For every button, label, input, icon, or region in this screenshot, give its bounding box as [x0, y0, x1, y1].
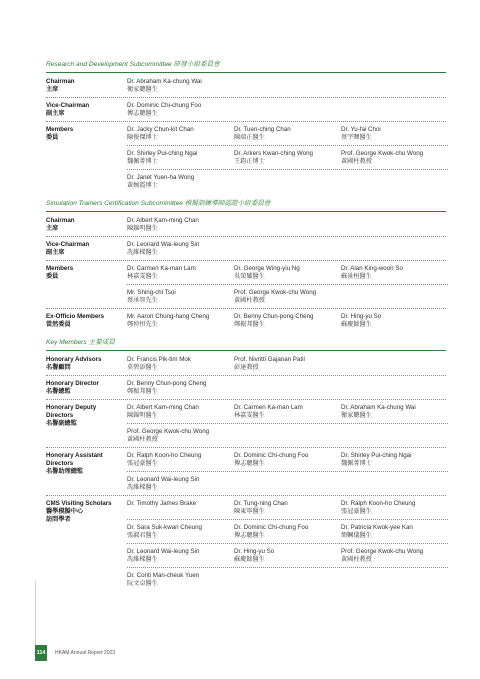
- role-label: Ex-Officio Members 當然委員: [46, 313, 105, 328]
- person: Dr. Tung-ning Chan 陳東寧醫生: [234, 500, 288, 515]
- person: Dr. Albert Kam-ming Chan 陳錦明醫生: [127, 404, 199, 419]
- margin-rule: [35, 581, 36, 645]
- person: Dr. Sara Suk-kwan Cheung 張淑君醫生: [127, 524, 202, 539]
- vice-chairman-row: [46, 102, 446, 118]
- person: Dr. Shirley Pui-ching Ngai 魏佩菁博士: [127, 150, 198, 165]
- section-divider: [46, 211, 446, 212]
- person: Dr. Leonard Wai-leung Sin 冼維樑醫生: [127, 548, 200, 563]
- dotted-divider: [127, 423, 448, 424]
- dotted-divider: [127, 145, 448, 146]
- person: Prof. George Kwok-chu Wong 黃國柱教授: [341, 150, 424, 165]
- page-footer: [35, 645, 115, 661]
- person: Dr. Francis Pik-tim Mok 莫碧添醫生: [127, 356, 191, 371]
- person: Prof. Nivritti Gajanan Patil 彭達教授: [234, 356, 305, 371]
- role-label: Honorary Advisors 名譽顧問: [46, 356, 102, 371]
- person: Dr. Yu-fai Choi 蔡宇暉醫生: [341, 126, 381, 141]
- dotted-divider: [127, 471, 448, 472]
- person: Dr. Leonard Wai-leung Sin 冼維樑醫生: [127, 476, 200, 491]
- person: Prof. George Kwok-chu Wong 黃國柱教授: [341, 548, 424, 563]
- dotted-divider: [46, 97, 446, 98]
- honorary-advisors-row: [46, 356, 446, 372]
- person: Dr. Janet Yuen-ha Wong 黃婉霞博士: [127, 174, 195, 189]
- person: Dr. Benny Chun-pong Cheng 鄭振邦醫生: [234, 313, 314, 328]
- dotted-divider: [127, 567, 448, 568]
- person: Dr. Shirley Pui-ching Ngai 魏佩菁博士: [341, 452, 412, 467]
- person: Dr. Carmen Ka-man Lam 林嘉雯醫生: [127, 265, 196, 280]
- chairman-row: [46, 78, 446, 94]
- person: Dr. Hing-yu So 蘇慶餘醫生: [341, 313, 382, 328]
- person: Dr. Dominic Chi-chung Foo 傅志聰醫生: [234, 452, 309, 467]
- report-page: [46, 60, 446, 588]
- dotted-divider: [127, 519, 448, 520]
- person: Dr. Hing-yu So 蘇慶餘醫生: [234, 548, 275, 563]
- dotted-divider: [127, 543, 448, 544]
- person: Dr. Abraham Ka-chung Wai 衛家聰醫生: [341, 404, 416, 419]
- role-label: Honorary Assistant Directors 名譽助理總監: [46, 452, 103, 475]
- report-title: HKAM Annual Report 2023: [55, 650, 116, 656]
- dotted-divider: [46, 260, 446, 261]
- section-divider: [46, 72, 446, 73]
- person: Dr. Patricia Kwok-yee Kan 簡幗儀醫生: [341, 524, 413, 539]
- dotted-divider: [46, 495, 446, 496]
- page-number: 114: [35, 645, 47, 661]
- person: Dr. George Wing-yiu Ng 吳榮耀醫生: [234, 265, 300, 280]
- person: Dr. Albert Kam-ming Chan 陳錦明醫生: [127, 217, 199, 232]
- person: Dr. Jacky Chun-kit Chan 陳俊傑博士: [127, 126, 194, 141]
- dotted-divider: [46, 308, 446, 309]
- cms-visiting-scholars-row: [46, 500, 446, 588]
- dotted-divider: [46, 447, 446, 448]
- members-row: [46, 126, 446, 190]
- person: Dr. Leonard Wai-leung Sin 冼維樑醫生: [127, 241, 200, 256]
- person: Dr. Timothy James Brake: [127, 500, 197, 507]
- ex-officio-row: [46, 313, 446, 329]
- role-label: Members 委員: [46, 265, 74, 280]
- person: Mr. Aaron Chung-hang Cheng 鄭仲恒先生: [127, 313, 210, 328]
- person: Dr. Alan King-woon So 蘇景桓醫生: [341, 265, 403, 280]
- section-title: Research and Development Subcommittee 研發小組委員會: [46, 61, 220, 68]
- role-label: Members 委員: [46, 126, 74, 141]
- role-label: Honorary Director 名譽總監: [46, 380, 99, 395]
- research-development-section: [46, 60, 446, 190]
- section-divider: [46, 350, 446, 351]
- person: Dr. Ralph Koon-ho Cheung 張冠豪醫生: [341, 500, 416, 515]
- honorary-director-row: [46, 380, 446, 396]
- role-label: Vice-Chairman 副主席: [46, 102, 90, 117]
- person: Dr. Abraham Ka-chung Wai 衛家聰醫生: [127, 78, 202, 93]
- person: Dr. Benny Chun-pong Cheng 鄭振邦醫生: [127, 380, 207, 395]
- person: Dr. Conti Man-cheuk Yuen 阮文卓醫生: [127, 572, 200, 587]
- person: Prof. George Kwok-chu Wong 黃國柱教授: [234, 289, 317, 304]
- key-members-section: [46, 338, 446, 588]
- person: Dr. Carmen Ka-man Lam 林嘉雯醫生: [234, 404, 303, 419]
- dotted-divider: [46, 399, 446, 400]
- role-label: CMS Visiting Scholars 醫學模擬中心 訪問學者: [46, 500, 112, 523]
- role-label: Honorary Deputy Directors 名譽副總監: [46, 404, 97, 427]
- simulation-trainers-section: [46, 199, 446, 329]
- dotted-divider: [46, 375, 446, 376]
- dotted-divider: [127, 169, 448, 170]
- person: Dr. Ralph Koon-ho Cheung 張冠豪醫生: [127, 452, 202, 467]
- honorary-assistant-directors-row: [46, 452, 446, 492]
- honorary-deputy-directors-row: [46, 404, 446, 444]
- role-label: Vice-Chairman 副主席: [46, 241, 90, 256]
- section-title: Key Members 主要成員: [46, 339, 115, 346]
- person: Dr. Dominic Chi-chung Foo 傅志聰醫生: [127, 102, 202, 117]
- person: Mr. Shing-chi Tsoi 蔡承智先生: [127, 289, 176, 304]
- role-label: Chairman 主席: [46, 217, 75, 232]
- person: Dr. Arkers Kwan-ching Wong 王鈞正博士: [234, 150, 313, 165]
- person: Prof. George Kwok-chu Wong 黃國柱教授: [127, 428, 210, 443]
- dotted-divider: [46, 236, 446, 237]
- person: Dr. Dominic Chi-chung Foo 傅志聰醫生: [234, 524, 309, 539]
- members-row: [46, 265, 446, 305]
- section-title: Simulation Trainers Certification Subcommittee 模擬訓練導師認證小組委員會: [46, 200, 271, 207]
- person: Dr. Tuen-ching Chan 陳端正醫生: [234, 126, 291, 141]
- chairman-row: [46, 217, 446, 233]
- role-label: Chairman 主席: [46, 78, 75, 93]
- dotted-divider: [127, 284, 448, 285]
- dotted-divider: [46, 121, 446, 122]
- vice-chairman-row: [46, 241, 446, 257]
